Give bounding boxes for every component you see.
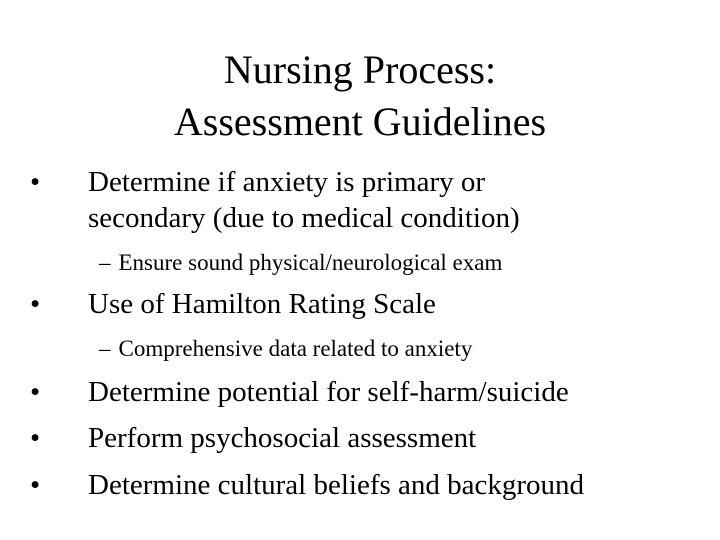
sub-bullet-marker: –: [99, 250, 111, 275]
bullet-text: Determine if anxiety is primary or: [88, 166, 486, 198]
sub-bullet-marker: –: [99, 336, 111, 361]
sub-bullet-text: Comprehensive data related to anxiety: [118, 336, 473, 361]
bullet-marker: •: [30, 288, 41, 320]
bullet-marker: •: [30, 422, 41, 454]
bullet-marker: •: [30, 376, 41, 408]
bullet-text: Perform psychosocial assessment: [88, 422, 477, 454]
sub-bullet-text: Ensure sound physical/neurological exam: [118, 250, 503, 275]
sub-bullet-item-1: [99, 249, 502, 277]
bullet-marker: •: [30, 166, 41, 198]
bullet-text: secondary (due to medical condition): [88, 202, 520, 234]
title-line-2: Assessment Guidelines: [173, 99, 547, 144]
bullet-text: Determine cultural beliefs and background: [88, 469, 585, 501]
bullet-text: Determine potential for self-harm/suicide: [88, 376, 569, 408]
bullet-text: Use of Hamilton Rating Scale: [88, 288, 436, 320]
title-line-1: Nursing Process:: [223, 47, 497, 92]
sub-bullet-item-2: [99, 335, 472, 363]
bullet-marker: •: [30, 469, 41, 501]
